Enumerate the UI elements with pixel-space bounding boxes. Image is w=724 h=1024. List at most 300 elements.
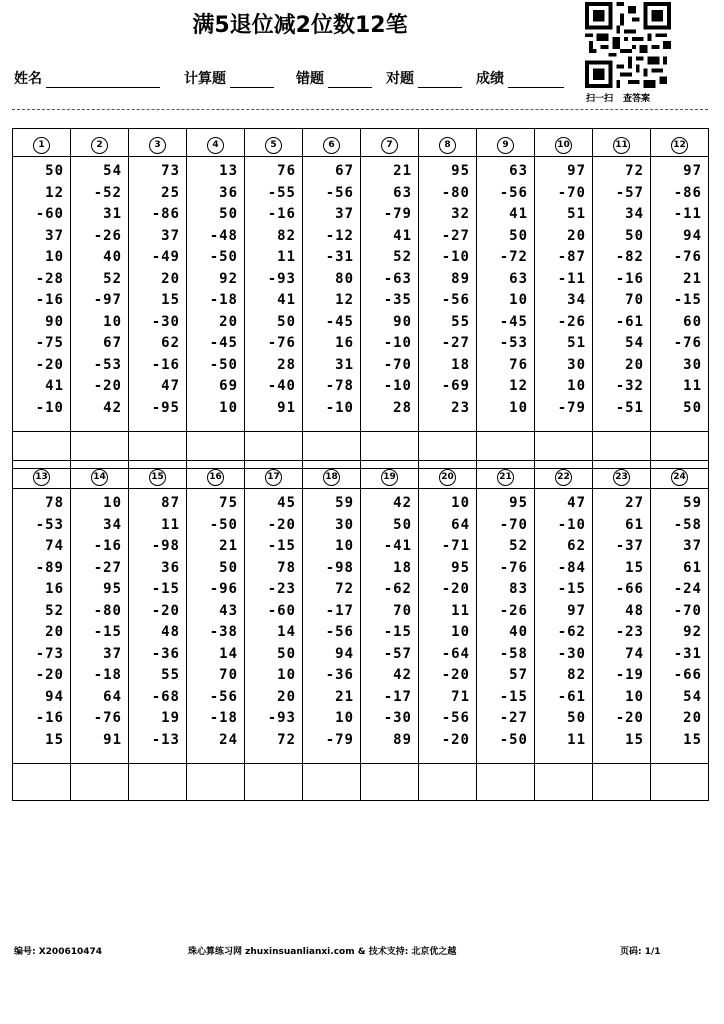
problem-value: -30: [557, 645, 586, 662]
problem-value: -27: [93, 559, 122, 576]
problem-value: -58: [673, 516, 702, 533]
problem-value: -12: [325, 227, 354, 244]
problem-value: 10: [103, 495, 122, 511]
problem-value: 62: [567, 538, 586, 554]
problem-value: -26: [557, 313, 586, 330]
problem-value: -26: [93, 227, 122, 244]
problem-value: 75: [219, 495, 238, 511]
problem-value: 37: [335, 206, 354, 222]
problem-value: -97: [93, 292, 122, 308]
problem-number: 13: [33, 469, 50, 486]
problem-value: 34: [567, 292, 586, 308]
problem-value: 19: [161, 710, 180, 726]
problem-value: -63: [383, 270, 412, 287]
problem-value: -55: [267, 184, 296, 201]
problem-value: 76: [277, 163, 296, 179]
problem-value: 36: [161, 559, 180, 576]
problem-value: 50: [277, 313, 296, 330]
problem-column: [651, 157, 709, 432]
problem-value: 18: [451, 356, 470, 373]
problem-number-cell: [419, 461, 477, 489]
problem-value: 25: [161, 184, 180, 201]
problem-value: 50: [683, 399, 702, 416]
problem-number: 24: [671, 469, 688, 486]
problem-value: 51: [567, 206, 586, 222]
problem-value: 54: [683, 688, 702, 705]
problem-value: -53: [499, 335, 528, 351]
problem-value: -66: [673, 667, 702, 683]
problem-value: 92: [219, 270, 238, 287]
problem-value: 31: [103, 206, 122, 222]
problem-value: -17: [383, 688, 412, 705]
problem-value: 67: [103, 335, 122, 351]
problem-column: [71, 489, 129, 764]
problem-value: -20: [35, 356, 64, 373]
problem-value: -56: [325, 624, 354, 640]
problem-value: 52: [103, 270, 122, 287]
problem-value: -50: [209, 356, 238, 373]
problem-number-cell: [593, 129, 651, 157]
problem-value: -18: [93, 667, 122, 683]
qr-check-label: 查答案: [623, 94, 651, 104]
problem-value: -56: [441, 292, 470, 308]
problem-value: 54: [625, 335, 644, 351]
problem-value: 21: [219, 538, 238, 554]
calc-label: 计算题: [184, 71, 226, 87]
problem-value: 43: [219, 602, 238, 619]
problem-value: -53: [35, 516, 64, 533]
problem-value: -28: [35, 270, 64, 287]
problem-value: -84: [557, 559, 586, 576]
problem-value: 70: [625, 292, 644, 308]
problem-value: 59: [335, 495, 354, 511]
problem-value: 55: [161, 667, 180, 683]
problem-column: [361, 489, 419, 764]
problem-value: 28: [393, 399, 412, 416]
problem-value: -57: [383, 645, 412, 662]
problem-value: -24: [673, 581, 702, 597]
problem-number: 5: [265, 137, 282, 154]
problem-column: [187, 489, 245, 764]
problem-number: 18: [323, 469, 340, 486]
problem-number: 22: [555, 469, 572, 486]
problem-value: 95: [451, 163, 470, 179]
problem-value: -70: [557, 184, 586, 201]
problem-value: 20: [219, 313, 238, 330]
problem-value: 63: [509, 163, 528, 179]
problem-value: -31: [325, 249, 354, 265]
problem-number: 23: [613, 469, 630, 486]
problem-column: [187, 157, 245, 432]
problem-column: [419, 157, 477, 432]
problem-value: 31: [335, 356, 354, 373]
problem-value: 80: [335, 270, 354, 287]
problem-value: 15: [683, 731, 702, 748]
name-field[interactable]: [46, 71, 160, 88]
problem-value: 37: [161, 227, 180, 244]
problem-value: 20: [683, 710, 702, 726]
problem-value: -69: [441, 378, 470, 394]
problem-value: 63: [509, 270, 528, 287]
problem-value: -95: [151, 399, 180, 416]
problem-value: 67: [335, 163, 354, 179]
problem-number-cell: [245, 461, 303, 489]
problem-value: -70: [499, 516, 528, 533]
problem-value: 36: [219, 184, 238, 201]
answer-cell[interactable]: [419, 764, 477, 801]
problem-value: 89: [451, 270, 470, 287]
footer-page: 页码: 1/1: [620, 947, 661, 957]
problem-value: -57: [615, 184, 644, 201]
problem-value: -56: [325, 184, 354, 201]
problem-value: -36: [325, 667, 354, 683]
problem-value: 50: [45, 163, 64, 179]
problem-number-cell: [593, 461, 651, 489]
problem-value: -76: [267, 335, 296, 351]
problem-value: -15: [383, 624, 412, 640]
problem-value: 10: [219, 399, 238, 416]
problem-value: 47: [161, 378, 180, 394]
problem-value: 10: [509, 399, 528, 416]
problem-value: -20: [441, 731, 470, 748]
problem-value: -56: [209, 688, 238, 705]
problem-value: 20: [625, 356, 644, 373]
problem-value: 41: [45, 378, 64, 394]
problem-value: 62: [161, 335, 180, 351]
problem-value: -10: [325, 399, 354, 416]
problem-value: -13: [151, 731, 180, 748]
problem-value: -20: [151, 602, 180, 619]
problem-value: -20: [35, 667, 64, 683]
problem-value: 10: [451, 624, 470, 640]
problem-value: -20: [615, 710, 644, 726]
problem-value: 15: [625, 731, 644, 748]
problem-number: 8: [439, 137, 456, 154]
problem-value: 30: [335, 516, 354, 533]
problem-value: 82: [277, 227, 296, 244]
student-info-row: [14, 68, 584, 90]
problem-value: -51: [615, 399, 644, 416]
problem-value: 15: [625, 559, 644, 576]
problem-value: 60: [683, 313, 702, 330]
problem-value: -93: [267, 710, 296, 726]
score-label: 成绩: [476, 71, 504, 87]
problem-column: [13, 157, 71, 432]
problem-value: 50: [219, 559, 238, 576]
answer-cell[interactable]: [303, 764, 361, 801]
problem-value: -79: [557, 399, 586, 416]
problem-value: -76: [93, 710, 122, 726]
problem-value: 54: [103, 163, 122, 179]
problem-number-cell: [71, 461, 129, 489]
problem-value: -30: [151, 313, 180, 330]
problem-value: -16: [151, 356, 180, 373]
problem-value: -16: [615, 270, 644, 287]
problem-value: 50: [509, 227, 528, 244]
problem-value: 12: [335, 292, 354, 308]
problem-value: 10: [335, 710, 354, 726]
answer-cell[interactable]: [535, 764, 593, 801]
answer-cell[interactable]: [593, 764, 651, 801]
problem-value: 52: [393, 249, 412, 265]
problem-value: -87: [557, 249, 586, 265]
problem-column: [477, 489, 535, 764]
problem-value: 74: [45, 538, 64, 554]
problem-value: 97: [683, 163, 702, 179]
problem-value: -40: [267, 378, 296, 394]
problem-column: [129, 157, 187, 432]
problem-number: 14: [91, 469, 108, 486]
problem-value: 20: [277, 688, 296, 705]
right-label: 对题: [386, 71, 414, 87]
wrong-label: 错题: [296, 71, 324, 87]
problem-number: 9: [497, 137, 514, 154]
problem-value: -98: [325, 559, 354, 576]
problem-column: [651, 489, 709, 764]
problem-column: [303, 157, 361, 432]
problem-number-cell: [303, 461, 361, 489]
problem-value: 72: [335, 581, 354, 597]
problem-value: 61: [683, 559, 702, 576]
problem-value: -58: [499, 645, 528, 662]
problem-column: [303, 489, 361, 764]
problem-number-cell: [651, 129, 709, 157]
problem-number-cell: [187, 461, 245, 489]
problem-number-cell: [129, 461, 187, 489]
problem-value: 15: [161, 292, 180, 308]
problem-value: -26: [499, 602, 528, 619]
problem-value: -73: [35, 645, 64, 662]
problem-number: 20: [439, 469, 456, 486]
problem-value: -10: [383, 335, 412, 351]
problem-value: 14: [219, 645, 238, 662]
problem-value: -15: [151, 581, 180, 597]
problem-value: 95: [103, 581, 122, 597]
problem-value: -53: [93, 356, 122, 373]
answer-cell[interactable]: [477, 764, 535, 801]
problem-value: 78: [45, 495, 64, 511]
answer-cell[interactable]: [129, 764, 187, 801]
problem-value: -30: [383, 710, 412, 726]
problem-value: 48: [161, 624, 180, 640]
problem-value: 14: [277, 624, 296, 640]
problem-value: 73: [161, 163, 180, 179]
problem-value: 82: [567, 667, 586, 683]
problem-value: 10: [451, 495, 470, 511]
problem-value: 21: [335, 688, 354, 705]
problem-value: -45: [209, 335, 238, 351]
problem-value: 94: [45, 688, 64, 705]
problem-value: -36: [151, 645, 180, 662]
problem-value: 59: [683, 495, 702, 511]
problem-value: 11: [277, 249, 296, 265]
problem-value: -61: [615, 313, 644, 330]
score-field[interactable]: [508, 71, 564, 88]
problem-value: -15: [499, 688, 528, 705]
problem-value: 30: [567, 356, 586, 373]
problem-value: -20: [267, 516, 296, 533]
answer-cell[interactable]: [245, 764, 303, 801]
problem-value: -38: [209, 624, 238, 640]
problem-value: 52: [45, 602, 64, 619]
problem-value: 40: [509, 624, 528, 640]
problem-value: -16: [267, 206, 296, 222]
problem-value: 30: [683, 356, 702, 373]
problem-value: -61: [557, 688, 586, 705]
problem-value: 12: [45, 184, 64, 201]
problem-value: 78: [277, 559, 296, 576]
problem-value: 63: [393, 184, 412, 201]
problem-value: -50: [209, 516, 238, 533]
problem-value: 10: [625, 688, 644, 705]
problem-value: 50: [393, 516, 412, 533]
problem-value: -20: [441, 667, 470, 683]
problem-value: -62: [383, 581, 412, 597]
problem-value: 72: [625, 163, 644, 179]
answer-cell[interactable]: [361, 764, 419, 801]
problem-value: 50: [567, 710, 586, 726]
problem-value: 21: [683, 270, 702, 287]
problem-value: -72: [499, 249, 528, 265]
problem-value: -27: [441, 227, 470, 244]
answer-cell[interactable]: [71, 764, 129, 801]
problem-value: 41: [509, 206, 528, 222]
problem-value: 91: [103, 731, 122, 748]
problem-value: 50: [219, 206, 238, 222]
footer-site: 珠心算练习网 zhuxinsuanlianxi.com & 技术支持: 北京优之越: [188, 947, 457, 957]
problem-number-cell: [245, 129, 303, 157]
problem-number-cell: [361, 461, 419, 489]
problem-grid-2: [12, 460, 709, 801]
problem-value: -60: [35, 206, 64, 222]
problem-value: -86: [151, 206, 180, 222]
problem-number-cell: [303, 129, 361, 157]
problem-value: -93: [267, 270, 296, 287]
problem-value: 64: [103, 688, 122, 705]
problem-value: 94: [683, 227, 702, 244]
problem-number-cell: [477, 461, 535, 489]
problem-value: -56: [441, 710, 470, 726]
problem-value: 34: [103, 516, 122, 533]
wrong-field[interactable]: [328, 71, 372, 88]
problem-value: -17: [325, 602, 354, 619]
problem-value: -64: [441, 645, 470, 662]
problem-column: [245, 157, 303, 432]
problem-value: -20: [441, 581, 470, 597]
problem-value: -78: [325, 378, 354, 394]
problem-number: 17: [265, 469, 282, 486]
problem-value: 71: [451, 688, 470, 705]
problem-value: -23: [267, 581, 296, 597]
problem-value: 72: [277, 731, 296, 748]
problem-value: -15: [557, 581, 586, 597]
problem-value: 70: [393, 602, 412, 619]
problem-value: -18: [209, 292, 238, 308]
problem-value: -68: [151, 688, 180, 705]
problem-grid-1: [12, 128, 709, 469]
problem-number: 15: [149, 469, 166, 486]
problem-number: 3: [149, 137, 166, 154]
problem-value: 41: [277, 292, 296, 308]
problem-number: 4: [207, 137, 224, 154]
answer-cell[interactable]: [13, 764, 71, 801]
problem-value: 16: [335, 335, 354, 351]
problem-number-cell: [129, 129, 187, 157]
problem-value: -75: [35, 335, 64, 351]
page-title: 满5退位减2位数12笔: [192, 13, 408, 38]
problem-value: -70: [673, 602, 702, 619]
problem-value: 47: [567, 495, 586, 511]
problem-value: -98: [151, 538, 180, 554]
problem-value: -15: [267, 538, 296, 554]
problem-value: -16: [93, 538, 122, 554]
problem-number-cell: [651, 461, 709, 489]
problem-value: -10: [383, 378, 412, 394]
problem-value: -50: [209, 249, 238, 265]
problem-value: 11: [567, 731, 586, 748]
problem-number-cell: [187, 129, 245, 157]
problem-value: 34: [625, 206, 644, 222]
problem-value: 10: [567, 378, 586, 394]
answer-cell[interactable]: [187, 764, 245, 801]
problem-value: -49: [151, 249, 180, 265]
answer-cell[interactable]: [651, 764, 709, 801]
problem-column: [419, 489, 477, 764]
problem-value: -32: [615, 378, 644, 394]
problem-value: 10: [45, 249, 64, 265]
problem-value: -80: [93, 602, 122, 619]
problem-number: 10: [555, 137, 572, 154]
qr-caption: [586, 91, 686, 104]
problem-column: [129, 489, 187, 764]
problem-value: -16: [35, 292, 64, 308]
problem-value: 15: [45, 731, 64, 748]
problem-column: [535, 489, 593, 764]
problem-value: -76: [673, 249, 702, 265]
right-field[interactable]: [418, 71, 462, 88]
problem-value: 45: [277, 495, 296, 511]
qr-code-icon: [584, 2, 672, 88]
problem-value: -11: [557, 270, 586, 287]
problem-value: -41: [383, 538, 412, 554]
problem-value: -18: [209, 710, 238, 726]
problem-value: 61: [625, 516, 644, 533]
problem-number-cell: [13, 129, 71, 157]
divider: [12, 109, 708, 110]
problem-value: 12: [509, 378, 528, 394]
problem-value: 18: [393, 559, 412, 576]
calc-field[interactable]: [230, 71, 274, 88]
problem-value: 23: [451, 399, 470, 416]
qr-scan-label: 扫一扫: [586, 94, 614, 104]
problem-value: 20: [45, 624, 64, 640]
problem-value: 57: [509, 667, 528, 683]
problem-value: -19: [615, 667, 644, 683]
problem-value: 90: [393, 313, 412, 330]
problem-column: [245, 489, 303, 764]
problem-value: 41: [393, 227, 412, 244]
problem-number: 11: [613, 137, 630, 154]
problem-value: 10: [335, 538, 354, 554]
problem-value: -76: [499, 559, 528, 576]
problem-number: 6: [323, 137, 340, 154]
problem-value: 40: [103, 249, 122, 265]
problem-value: -48: [209, 227, 238, 244]
problem-value: -10: [35, 399, 64, 416]
problem-value: -16: [35, 710, 64, 726]
problem-value: -10: [441, 249, 470, 265]
problem-value: 76: [509, 356, 528, 373]
